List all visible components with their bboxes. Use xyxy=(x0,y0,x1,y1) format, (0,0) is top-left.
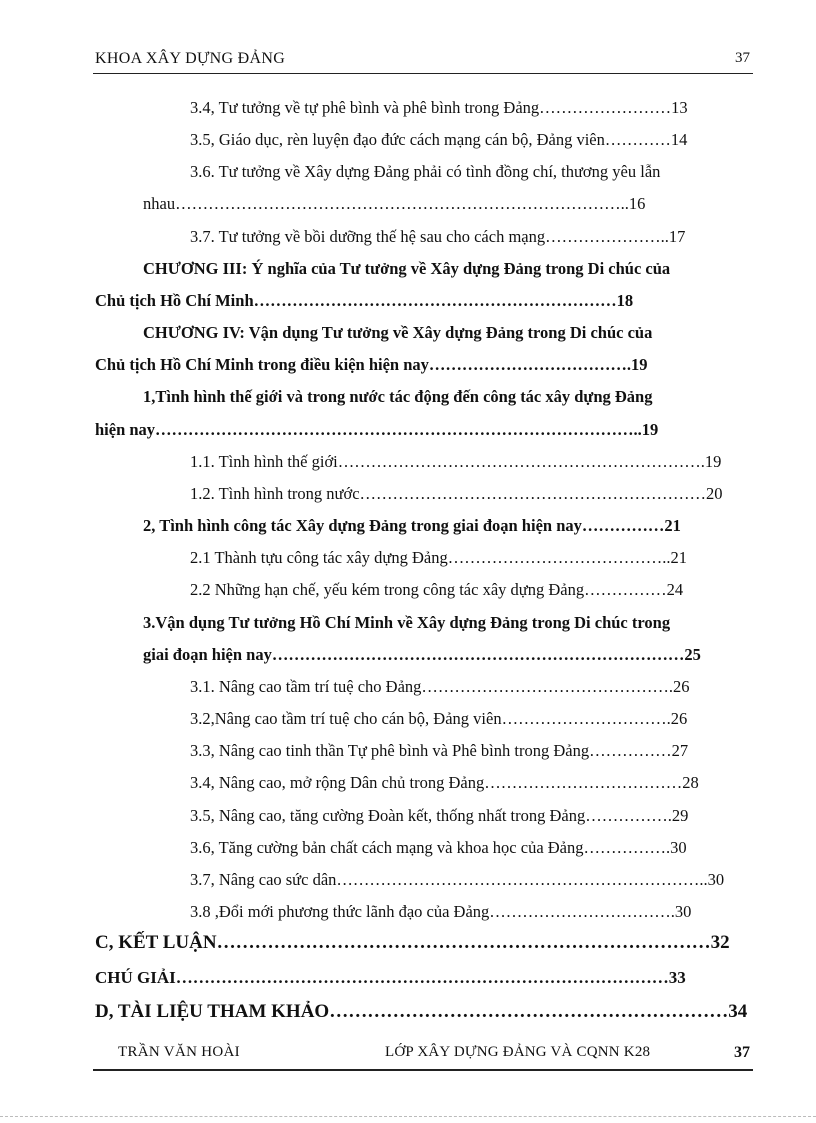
header-rule xyxy=(93,73,753,74)
toc-entry: 3.5, Nâng cao, tăng cường Đoàn kết, thống nhất trong Đảng…………….29 xyxy=(190,806,689,825)
toc-section-heading: 1,Tình hình thế giới và trong nước tác động đến công tác xây dựng Đảng xyxy=(143,387,653,406)
toc-section-heading: giai đoạn hiện nay…………………………………………………………………25 xyxy=(143,645,701,664)
toc-entry: 2.2 Những hạn chế, yếu kém trong công tác xây dựng Đảng……………24 xyxy=(190,580,684,599)
toc-entry: nhau………………………………………………………………………..16 xyxy=(143,194,646,213)
footer-page-number: 37 xyxy=(734,1044,750,1061)
toc-part-heading: C, KẾT LUẬN……………………………………………………………………32 xyxy=(95,932,730,953)
toc-entry: 3.7. Tư tưởng về bồi dưỡng thế hệ sau cho cách mạng…………………..17 xyxy=(190,227,686,246)
toc-entry: 3.4, Tư tưởng về tự phê bình và phê bình trong Đảng……………………13 xyxy=(190,98,688,117)
header-title: KHOA XÂY DỰNG ĐẢNG xyxy=(95,50,286,67)
toc-entry: 3.2,Nâng cao tầm trí tuệ cho cán bộ, Đảng viên………………………….26 xyxy=(190,709,688,728)
toc-entry: 3.3, Nâng cao tinh thần Tự phê bình và Phê bình trong Đảng……………27 xyxy=(190,741,689,760)
page-header xyxy=(95,50,750,72)
toc-section-heading: 3.Vận dụng Tư tưởng Hồ Chí Minh về Xây dựng Đảng trong Di chúc trong xyxy=(143,613,671,632)
toc-entry: 1.2. Tình hình trong nước………………………………………………………20 xyxy=(190,484,723,503)
toc-section-heading: 2, Tình hình công tác Xây dựng Đảng trong giai đoạn hiện nay……………21 xyxy=(143,516,681,535)
toc-entry: 2.1 Thành tựu công tác xây dựng Đảng…………………………………..21 xyxy=(190,548,687,567)
toc-entry: 3.7, Nâng cao sức dân…………………………………………………………..30 xyxy=(190,870,725,889)
toc-chapter-heading: Chủ tịch Hồ Chí Minh trong điều kiện hiện nay……………………………….19 xyxy=(95,355,648,374)
toc-part-heading: CHÚ GIẢI……………………………………………………………………………33 xyxy=(95,968,686,987)
toc-entry: 1.1. Tình hình thế giới………………………………………………………….19 xyxy=(190,452,722,471)
footer-class: LỚP XÂY DỰNG ĐẢNG VÀ CQNN K28 xyxy=(385,1044,651,1060)
toc-entry: 3.6. Tư tưởng về Xây dựng Đảng phải có tình đồng chí, thương yêu lẫn xyxy=(190,162,661,181)
toc-section-heading: hiện nay……………………………………………………………………………..19 xyxy=(95,420,659,439)
toc-entry: 3.4, Nâng cao, mở rộng Dân chủ trong Đảng………………………………28 xyxy=(190,773,699,792)
page-edge xyxy=(0,1116,816,1117)
toc-chapter-heading: CHƯƠNG IV: Vận dụng Tư tưởng về Xây dựng Đảng trong Di chúc của xyxy=(143,323,653,342)
toc-entry: 3.6, Tăng cường bản chất cách mạng và khoa học của Đảng…………….30 xyxy=(190,838,687,857)
footer-author: TRẦN VĂN HOÀI xyxy=(118,1044,240,1060)
toc-entry: 3.1. Nâng cao tầm trí tuệ cho Đảng……………………………………….26 xyxy=(190,677,690,696)
toc-chapter-heading: Chủ tịch Hồ Chí Minh…………………………………………………………18 xyxy=(95,291,634,310)
toc-part-heading: D, TÀI LIỆU THAM KHẢO………………………………………………………34 xyxy=(95,1001,748,1022)
toc-chapter-heading: CHƯƠNG III: Ý nghĩa của Tư tưởng về Xây dựng Đảng trong Di chúc của xyxy=(143,259,671,278)
page-footer xyxy=(118,1044,750,1066)
footer-rule xyxy=(93,1069,753,1071)
toc-entry: 3.8 ,Đổi mới phương thức lãnh đạo của Đảng…………………………….30 xyxy=(190,902,692,921)
toc-entry: 3.5, Giáo dục, rèn luyện đạo đức cách mạng cán bộ, Đảng viên…………14 xyxy=(190,130,688,149)
header-page-number: 37 xyxy=(735,50,750,66)
